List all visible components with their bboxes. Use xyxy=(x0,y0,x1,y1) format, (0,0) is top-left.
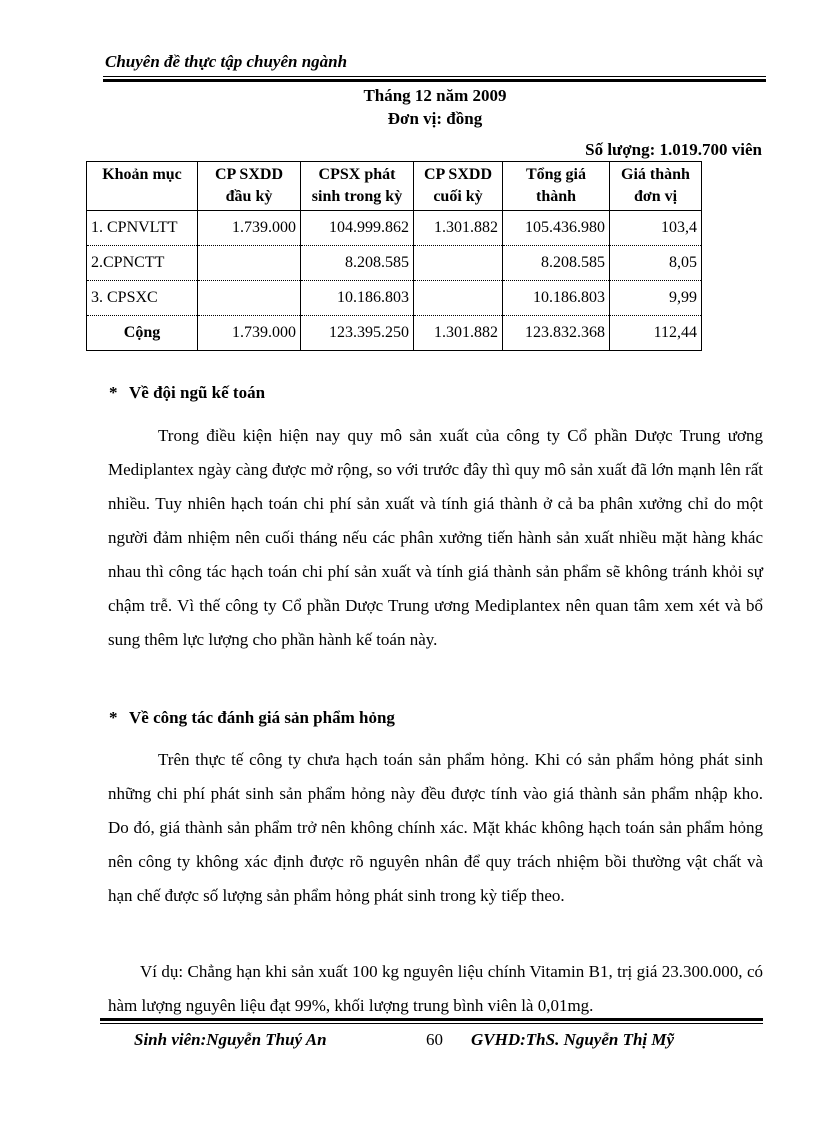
section-title: Về đội ngũ kế toán xyxy=(129,383,266,402)
table-cell: 3. CPSXC xyxy=(87,281,198,316)
table-cell: 9,99 xyxy=(610,281,702,316)
report-unit: Đơn vị: đồng xyxy=(387,109,483,128)
table-cell: 8.208.585 xyxy=(301,246,414,281)
paragraph-block xyxy=(108,955,763,1023)
bullet-star: * xyxy=(109,708,118,727)
table-cell: 123.832.368 xyxy=(503,316,610,351)
report-quantity: Số lượng: 1.019.700 viên xyxy=(585,140,762,159)
paragraph: Ví dụ: Chẳng hạn khi sản xuất 100 kg nguyên liệu chính Vitamin B1, trị giá 23.300.000, có hàm lượng nguyên liệu đạt 99%, khối lượng trung bình viên là 0,01mg. xyxy=(108,962,763,1015)
paragraph: Trên thực tế công ty chưa hạch toán sản phẩm hỏng. Khi có sản phẩm hỏng phát sinh những chi phí phát sinh sản phẩm hỏng này đều được tính vào giá thành sản phẩm nhập kho. Do đó, giá thành sản phẩm trở nên không chính xác. Mặt khác không hạch toán sản phẩm hỏng nên công ty không xác định được rõ nguyên nhân để quy trách nhiệm bồi thường vật chất và hạn chế được số lượng sản phẩm hỏng phát sinh trong kỳ tiếp theo. xyxy=(108,750,763,905)
paragraph-block xyxy=(108,743,763,913)
table-cell: 123.395.250 xyxy=(301,316,414,351)
table-cell: 8,05 xyxy=(610,246,702,281)
section-heading-accounting-staff xyxy=(109,383,265,403)
table-cell: 105.436.980 xyxy=(503,211,610,246)
table-cell: 10.186.803 xyxy=(503,281,610,316)
table-row xyxy=(87,211,702,246)
cost-table xyxy=(86,161,702,351)
col-header: CPSX phát sinh trong kỳ xyxy=(301,162,414,211)
table-cell: Cộng xyxy=(87,316,198,351)
table-cell xyxy=(198,246,301,281)
footer-student: Sinh viên:Nguyễn Thuý An xyxy=(134,1030,327,1049)
paragraph-block xyxy=(108,419,763,657)
table-cell: 1.301.882 xyxy=(414,316,503,351)
footer-rule-thin xyxy=(100,1023,763,1024)
table-cell: 1.739.000 xyxy=(198,316,301,351)
col-header: Khoản mục xyxy=(87,162,198,211)
table-cell: 103,4 xyxy=(610,211,702,246)
table-cell: 1. CPNVLTT xyxy=(87,211,198,246)
report-month: Tháng 12 năm 2009 xyxy=(363,86,507,105)
bullet-star: * xyxy=(109,383,118,402)
table-cell xyxy=(198,281,301,316)
table-cell: 112,44 xyxy=(610,316,702,351)
footer-rule-thick xyxy=(100,1018,763,1021)
table-cell xyxy=(414,246,503,281)
table-cell: 1.739.000 xyxy=(198,211,301,246)
header-rule-thick xyxy=(103,79,766,82)
col-header: Tổng giá thành xyxy=(503,162,610,211)
footer-advisor: GVHD:ThS. Nguyễn Thị Mỹ xyxy=(471,1030,675,1049)
table-row xyxy=(87,281,702,316)
section-title: Về công tác đánh giá sản phẩm hỏng xyxy=(129,708,395,727)
col-header: CP SXDD đầu kỳ xyxy=(198,162,301,211)
page-number: 60 xyxy=(426,1030,443,1049)
table-header-row xyxy=(87,162,702,211)
col-header: CP SXDD cuối kỳ xyxy=(414,162,503,211)
table-cell: 104.999.862 xyxy=(301,211,414,246)
table-row xyxy=(87,246,702,281)
section-heading-defective-products xyxy=(109,708,395,728)
table-cell: 1.301.882 xyxy=(414,211,503,246)
header-rule-thin xyxy=(103,76,766,77)
table-total-row xyxy=(87,316,702,351)
running-header-title: Chuyên đề thực tập chuyên ngành xyxy=(105,52,348,71)
paragraph: Trong điều kiện hiện nay quy mô sản xuất của công ty Cổ phần Dược Trung ương Mediplantex ngày càng được mở rộng, so với trước đây thì quy mô sản xuất đã lớn mạnh lên rất nhiều. Tuy nhiên hạch toán chi phí sản xuất và tính giá thành ở cả ba phân xưởng chỉ do một người đảm nhiệm nên cuối tháng nếu các phân xưởng tiến hành sản xuất nhiều mặt hàng khác nhau thì công tác hạch toán chi phí sản xuất và tính giá thành sản phẩm sẽ không tránh khỏi sự chậm trễ. Vì thế công ty Cổ phần Dược Trung ương Mediplantex nên quan tâm xem xét và bổ sung thêm lực lượng cho phần hành kế toán này. xyxy=(108,426,763,649)
table-cell: 8.208.585 xyxy=(503,246,610,281)
col-header: Giá thành đơn vị xyxy=(610,162,702,211)
table-cell: 10.186.803 xyxy=(301,281,414,316)
table-cell: 2.CPNCTT xyxy=(87,246,198,281)
table-cell xyxy=(414,281,503,316)
